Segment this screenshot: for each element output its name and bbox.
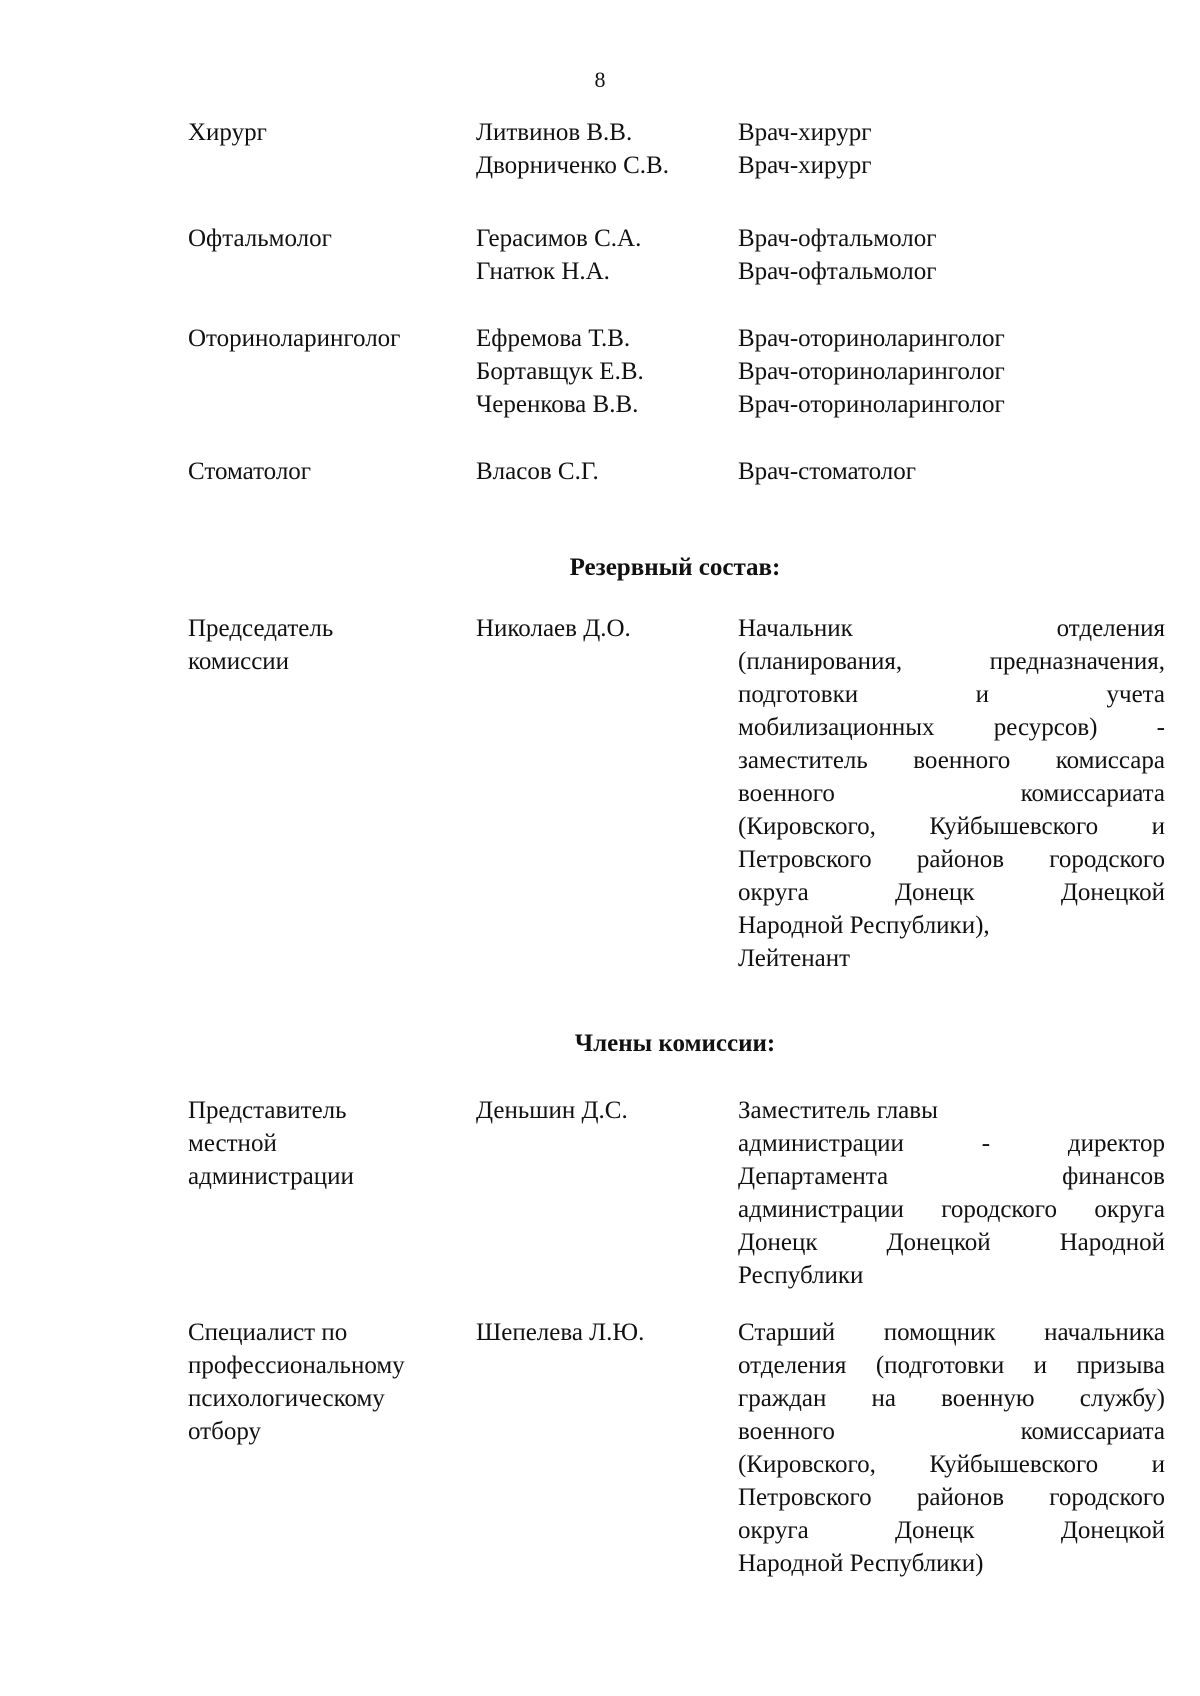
role-label: Председатель <box>188 615 334 642</box>
position-line: Лейтенант <box>738 945 851 972</box>
role-cell <box>188 1316 443 1448</box>
word: учета <box>1106 681 1165 708</box>
person-name: Власов С.Г. <box>476 458 599 485</box>
word: (Кировского, <box>738 813 876 840</box>
specialty-cell <box>188 322 443 355</box>
position-line <box>738 1415 1165 1448</box>
word: финансов <box>1062 1163 1165 1190</box>
word: призыва <box>1076 1352 1165 1379</box>
names-cell <box>476 1316 706 1349</box>
word: директор <box>1067 1130 1165 1157</box>
position-line <box>738 744 1165 777</box>
position-line <box>738 1316 1165 1349</box>
word: районов <box>916 1484 1005 1511</box>
names-cell <box>476 1094 706 1127</box>
word: Донецкой <box>1060 879 1165 906</box>
role-label: Представитель <box>188 1097 347 1124</box>
word: помощник <box>883 1319 996 1346</box>
positions-cell <box>738 1316 1165 1580</box>
specialty-label: Офтальмолог <box>188 225 332 252</box>
person-name: Ефремова Т.В. <box>476 325 631 352</box>
position-line <box>738 711 1165 744</box>
position-text: Врач-офтальмолог <box>738 225 937 252</box>
page-number: 8 <box>594 67 606 92</box>
word: Петровского <box>738 1484 872 1511</box>
word: городского <box>1049 846 1165 873</box>
position-line <box>738 1193 1165 1226</box>
position-line <box>738 843 1165 876</box>
specialty-cell <box>188 116 443 149</box>
position-line <box>738 777 1165 810</box>
position-line <box>738 810 1165 843</box>
position-line <box>738 1127 1165 1160</box>
word: городского <box>1049 1484 1165 1511</box>
role-cell <box>188 1094 443 1193</box>
person-name: Николаев Д.О. <box>476 615 631 642</box>
position-line <box>738 645 1165 678</box>
word: администрации <box>738 1196 904 1223</box>
word: военного <box>913 747 1011 774</box>
role-label: комиссии <box>188 648 290 675</box>
word: округа <box>738 879 809 906</box>
word: военного <box>738 1418 835 1445</box>
word: Донецк <box>738 1229 818 1256</box>
members-heading: Члены комиссии: <box>574 1030 776 1057</box>
specialty-label: Оториноларинголог <box>188 325 401 352</box>
position-line <box>738 1382 1165 1415</box>
word: Петровского <box>738 846 872 873</box>
word: начальника <box>1044 1319 1165 1346</box>
word: - <box>1156 714 1165 741</box>
specialty-cell <box>188 222 443 255</box>
word: Донецкой <box>886 1229 991 1256</box>
names-cell <box>476 116 706 182</box>
position-text: Врач-хирург <box>738 119 872 146</box>
word: военного <box>738 780 835 807</box>
role-label: администрации <box>188 1163 354 1190</box>
position-line <box>738 1514 1165 1547</box>
position-line <box>738 1160 1165 1193</box>
word: Куйбышевского <box>929 1451 1099 1478</box>
word: (Кировского, <box>738 1451 876 1478</box>
position-line <box>738 1448 1165 1481</box>
specialty-label: Хирург <box>188 119 267 146</box>
positions-cell <box>738 455 1165 488</box>
position-line <box>738 1481 1165 1514</box>
word: и <box>1033 1352 1048 1379</box>
word: на <box>871 1385 896 1412</box>
word: округа <box>1094 1196 1165 1223</box>
position-line <box>738 876 1165 909</box>
word: службу) <box>1079 1385 1165 1412</box>
person-name: Дворниченко С.В. <box>476 152 669 179</box>
person-name: Деньшин Д.С. <box>476 1097 628 1124</box>
names-cell <box>476 455 706 488</box>
word: округа <box>738 1517 809 1544</box>
role-label: психологическому <box>188 1385 385 1412</box>
word: городского <box>941 1196 1057 1223</box>
position-text: Врач-оториноларинголог <box>738 358 1005 385</box>
word: администрации <box>738 1130 904 1157</box>
position-line <box>738 1226 1165 1259</box>
word: Куйбышевского <box>929 813 1099 840</box>
word: предназначения, <box>989 648 1165 675</box>
word: - <box>981 1130 991 1157</box>
position-text: Врач-хирург <box>738 152 872 179</box>
word: подготовки <box>738 681 859 708</box>
word: заместитель <box>738 747 868 774</box>
word: и <box>1151 1451 1165 1478</box>
word: мобилизационных <box>738 714 935 741</box>
positions-cell <box>738 1094 1165 1292</box>
word: Донецкой <box>1060 1517 1165 1544</box>
word: и <box>975 681 989 708</box>
word: ресурсов) <box>993 714 1098 741</box>
person-name: Черенкова В.В. <box>476 391 639 418</box>
person-name: Литвинов В.В. <box>476 119 633 146</box>
word: комиссариата <box>1020 1418 1165 1445</box>
word: Старший <box>738 1319 836 1346</box>
word: районов <box>916 846 1005 873</box>
word: отделения <box>1056 615 1165 642</box>
position-text: Врач-оториноларинголог <box>738 325 1005 352</box>
position-text: Врач-стоматолог <box>738 458 916 485</box>
person-name: Шепелева Л.Ю. <box>476 1319 645 1346</box>
role-label: Специалист по <box>188 1319 348 1346</box>
position-text: Врач-офтальмолог <box>738 258 937 285</box>
role-label: профессиональному <box>188 1352 405 1379</box>
names-cell <box>476 222 706 288</box>
positions-cell <box>738 116 1165 182</box>
position-line: Народной Республики) <box>738 1550 984 1577</box>
position-line <box>738 1349 1165 1382</box>
word: Начальник <box>738 615 853 642</box>
person-name: Гнатюк Н.А. <box>476 258 610 285</box>
position-line <box>738 612 1165 645</box>
role-cell <box>188 612 443 678</box>
names-cell <box>476 612 706 645</box>
person-name: Герасимов С.А. <box>476 225 642 252</box>
role-label: отбору <box>188 1418 261 1445</box>
word: граждан <box>738 1385 827 1412</box>
position-line: Народной Республики), <box>738 912 990 939</box>
word: отделения <box>738 1352 847 1379</box>
word: (подготовки <box>875 1352 1005 1379</box>
position-line: Республики <box>738 1262 864 1289</box>
position-line <box>738 678 1165 711</box>
word: военную <box>941 1385 1035 1412</box>
word: Департамента <box>738 1163 889 1190</box>
word: комиссариата <box>1020 780 1165 807</box>
word: Донецк <box>894 1517 975 1544</box>
position-text: Врач-оториноларинголог <box>738 391 1005 418</box>
specialty-cell <box>188 455 443 488</box>
position-line: Заместитель главы <box>738 1097 938 1124</box>
positions-cell <box>738 222 1165 288</box>
word: и <box>1151 813 1165 840</box>
specialty-label: Стоматолог <box>188 458 312 485</box>
word: (планирования, <box>738 648 903 675</box>
positions-cell <box>738 612 1165 975</box>
word: Донецк <box>894 879 975 906</box>
word: Народной <box>1059 1229 1165 1256</box>
person-name: Бортавщук Е.В. <box>476 358 644 385</box>
reserve-heading: Резервный состав: <box>569 554 781 581</box>
positions-cell <box>738 322 1165 421</box>
word: комиссара <box>1055 747 1165 774</box>
role-label: местной <box>188 1130 277 1157</box>
names-cell <box>476 322 706 421</box>
